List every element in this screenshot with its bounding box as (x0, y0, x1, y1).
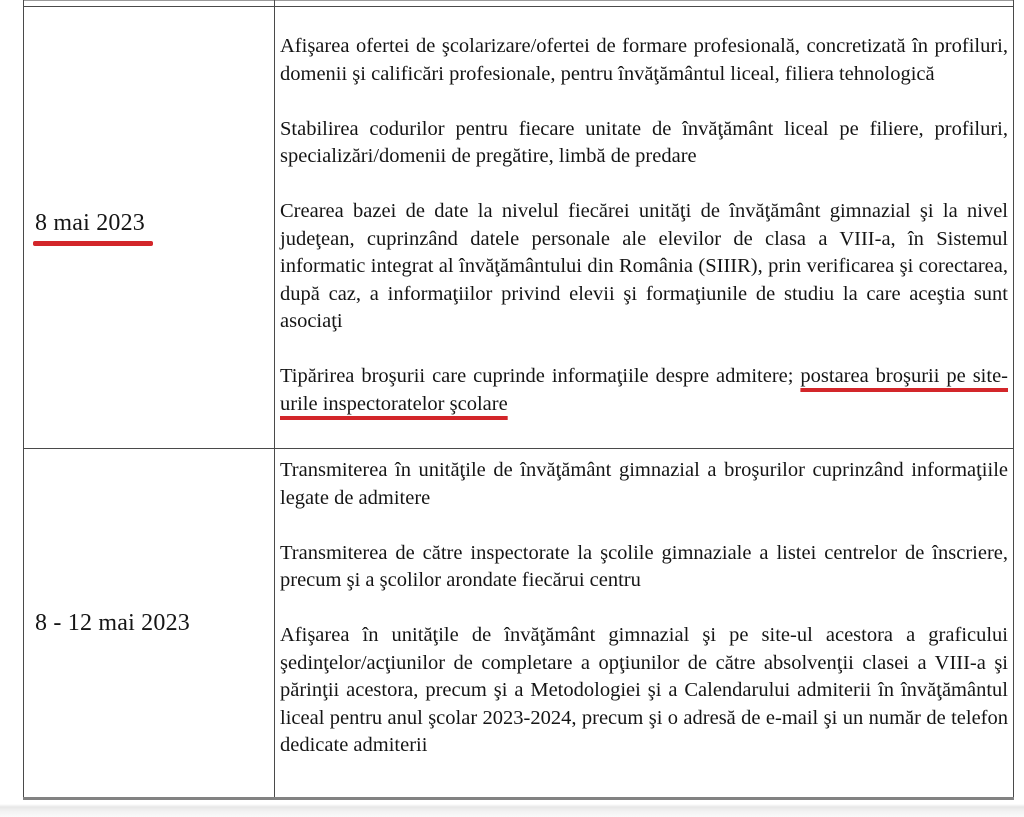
page-bottom-edge (0, 804, 1024, 817)
activity-paragraph: Crearea bazei de date la nivelul fiecărei unităţi de învăţământ gimnazial şi la nivel judeţean, cuprinzând datele personale ale elevilor de clasa a VIII-a, în Sistemul informatic integrat al învăţământului din România (SIIIR), prin verificarea şi corectarea, după caz, a informaţiilor privind elevii şi formaţiunile de studiu la care aceştia sunt asociaţi (280, 200, 1008, 332)
activity-paragraph: Afişarea în unităţile de învăţământ gimnazial şi pe site-ul acestora a graficului şedinţelor/acţiunilor de completare a opţiunilor de către absolvenţii clasei a VIII-a şi părinţii acestora, precum şi a Metodologiei şi a Calendarului admiterii în învăţământul liceal pentru anul şcolar 2023-2024, precum şi o adresă de e-mail şi un număr de telefon dedicate admiterii (280, 624, 1008, 756)
activities-cell (274, 7, 1014, 448)
red-underline-annotation (33, 241, 153, 246)
date-label: 8 mai 2023 (35, 210, 145, 237)
date-cell (23, 7, 274, 448)
admission-calendar-table (23, 0, 1014, 800)
activity-paragraph: Afişarea ofertei de şcolarizare/ofertei de formare profesională, concretizată în profiluri, domenii şi calificări profesionale, pentru învăţământul liceal, filiera tehnologică (280, 35, 1008, 85)
activities-cell (274, 449, 1014, 797)
activity-paragraph: Transmiterea în unităţile de învăţământ gimnazial a broşurilor cuprinzând informaţiile legate de admitere (280, 459, 1008, 509)
table-row (23, 6, 1014, 448)
date-label: 8 - 12 mai 2023 (35, 610, 190, 636)
table-row (23, 448, 1014, 797)
activity-paragraph: Transmiterea de către inspectorate la şcolile gimnaziale a listei centrelor de înscriere, precum şi a şcolilor arondate fiecărui centru (280, 541, 1008, 591)
paragraph-text: Tipărirea broşurii care cuprinde informaţiile despre admitere; (280, 365, 801, 387)
red-underlined-text-annotation: postarea broşurii pe site-urile inspectoratelor şcolare (280, 365, 1008, 415)
date-cell (23, 449, 274, 797)
activity-paragraph (280, 363, 1008, 418)
activity-paragraph: Stabilirea codurilor pentru fiecare unitate de învăţământ liceal pe filiere, profiluri, specializări/domenii de pregătire, limbă de predare (280, 117, 1008, 167)
